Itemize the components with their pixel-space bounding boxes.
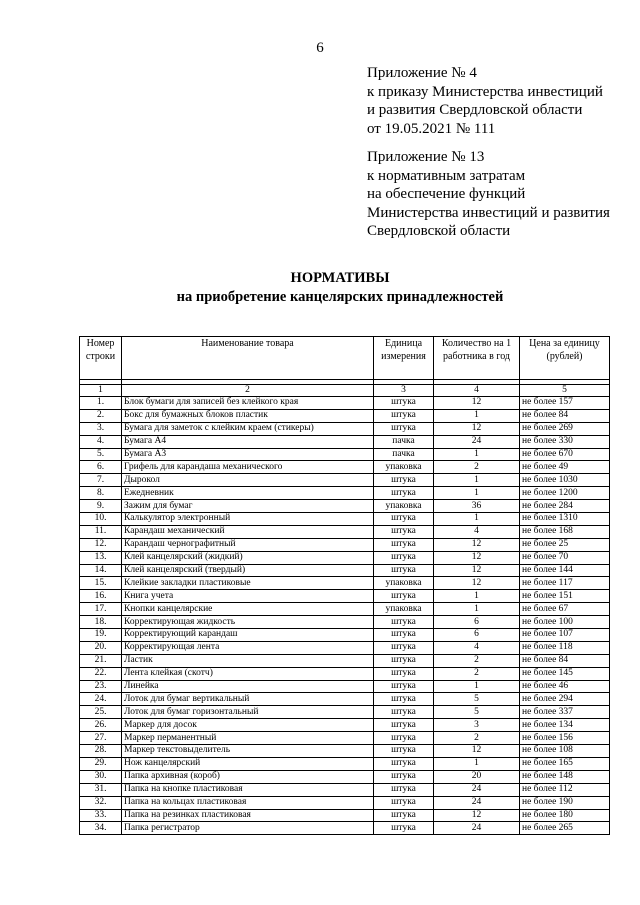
cell-item-name: Калькулятор электронный <box>122 513 374 526</box>
cell-quantity: 4 <box>434 641 520 654</box>
cell-row-number: 5. <box>80 448 122 461</box>
table-row <box>80 809 610 822</box>
cell-unit: штука <box>374 525 434 538</box>
cell-unit: штука <box>374 706 434 719</box>
cell-row-number: 31. <box>80 783 122 796</box>
cell-price: не более 118 <box>520 641 610 654</box>
table-row <box>80 551 610 564</box>
cell-unit: штука <box>374 422 434 435</box>
cell-unit: упаковка <box>374 500 434 513</box>
table-row <box>80 732 610 745</box>
cell-quantity: 6 <box>434 616 520 629</box>
cell-price: не более 145 <box>520 667 610 680</box>
cell-unit: упаковка <box>374 461 434 474</box>
appendix-13-line: к нормативным затратам <box>367 167 526 184</box>
cell-quantity: 5 <box>434 706 520 719</box>
column-number: 1 <box>80 385 122 397</box>
cell-price: не более 117 <box>520 577 610 590</box>
cell-quantity: 2 <box>434 667 520 680</box>
cell-unit: штука <box>374 590 434 603</box>
table-row <box>80 603 610 616</box>
appendix-4-line: Приложение № 4 <box>367 65 477 81</box>
cell-quantity: 1 <box>434 448 520 461</box>
cell-item-name: Ластик <box>122 654 374 667</box>
appendix-13-line: Приложение № 13 <box>367 149 485 165</box>
table-row <box>80 693 610 706</box>
header-quantity: Количество на 1 работника в год <box>434 337 520 380</box>
cell-unit: штука <box>374 719 434 732</box>
cell-unit: пачка <box>374 448 434 461</box>
cell-unit: штука <box>374 757 434 770</box>
cell-price: не более 84 <box>520 654 610 667</box>
cell-unit: штука <box>374 474 434 487</box>
cell-item-name: Папка регистратор <box>122 822 374 835</box>
cell-item-name: Бокс для бумажных блоков пластик <box>122 409 374 422</box>
cell-unit: упаковка <box>374 577 434 590</box>
cell-row-number: 13. <box>80 551 122 564</box>
table-row <box>80 590 610 603</box>
cell-quantity: 24 <box>434 822 520 835</box>
cell-quantity: 12 <box>434 397 520 410</box>
column-number: 3 <box>374 385 434 397</box>
cell-quantity: 36 <box>434 500 520 513</box>
cell-row-number: 17. <box>80 603 122 616</box>
cell-row-number: 26. <box>80 719 122 732</box>
table-row <box>80 577 610 590</box>
appendix-13-line: Свердловской области <box>367 223 511 239</box>
cell-item-name: Папка на резинках пластиковая <box>122 809 374 822</box>
cell-unit: штука <box>374 616 434 629</box>
cell-price: не более 144 <box>520 564 610 577</box>
cell-item-name: Клей канцелярский (жидкий) <box>122 551 374 564</box>
appendix-4-line: и развития Свердловской области <box>367 102 583 118</box>
cell-unit: штука <box>374 809 434 822</box>
column-number: 2 <box>122 385 374 397</box>
cell-item-name: Лоток для бумаг вертикальный <box>122 693 374 706</box>
cell-quantity: 4 <box>434 525 520 538</box>
cell-quantity: 1 <box>434 680 520 693</box>
table-row <box>80 745 610 758</box>
cell-row-number: 34. <box>80 822 122 835</box>
cell-price: не более 134 <box>520 719 610 732</box>
cell-row-number: 2. <box>80 409 122 422</box>
cell-row-number: 6. <box>80 461 122 474</box>
cell-row-number: 19. <box>80 629 122 642</box>
cell-quantity: 2 <box>434 461 520 474</box>
cell-item-name: Папка на кнопке пластиковая <box>122 783 374 796</box>
cell-price: не более 107 <box>520 629 610 642</box>
document-title <box>0 269 640 307</box>
cell-price: не более 49 <box>520 461 610 474</box>
cell-row-number: 29. <box>80 757 122 770</box>
cell-quantity: 2 <box>434 732 520 745</box>
table-row <box>80 629 610 642</box>
table-row <box>80 719 610 732</box>
table-row <box>80 641 610 654</box>
cell-price: не более 1030 <box>520 474 610 487</box>
cell-price: не более 46 <box>520 680 610 693</box>
table-row <box>80 667 610 680</box>
cell-quantity: 12 <box>434 564 520 577</box>
cell-row-number: 23. <box>80 680 122 693</box>
cell-row-number: 33. <box>80 809 122 822</box>
cell-quantity: 12 <box>434 809 520 822</box>
table-row <box>80 770 610 783</box>
cell-item-name: Грифель для карандаша механического <box>122 461 374 474</box>
table-row <box>80 796 610 809</box>
cell-unit: штука <box>374 732 434 745</box>
table-row <box>80 435 610 448</box>
cell-row-number: 30. <box>80 770 122 783</box>
cell-unit: штука <box>374 680 434 693</box>
cell-item-name: Клейкие закладки пластиковые <box>122 577 374 590</box>
cell-price: не более 151 <box>520 590 610 603</box>
cell-item-name: Корректирующая лента <box>122 641 374 654</box>
cell-row-number: 11. <box>80 525 122 538</box>
cell-quantity: 3 <box>434 719 520 732</box>
table-row <box>80 474 610 487</box>
cell-unit: штука <box>374 783 434 796</box>
cell-quantity: 1 <box>434 590 520 603</box>
cell-quantity: 12 <box>434 538 520 551</box>
appendix-13-line: Министерства инвестиций и развития <box>367 204 610 221</box>
appendix-4-line: к приказу Министерства инвестиций <box>367 83 603 100</box>
cell-unit: штука <box>374 654 434 667</box>
cell-unit: упаковка <box>374 603 434 616</box>
cell-row-number: 32. <box>80 796 122 809</box>
cell-row-number: 18. <box>80 616 122 629</box>
cell-row-number: 28. <box>80 745 122 758</box>
cell-item-name: Линейка <box>122 680 374 693</box>
table-row <box>80 616 610 629</box>
table-row <box>80 822 610 835</box>
cell-item-name: Ежедневник <box>122 487 374 500</box>
cell-unit: штука <box>374 667 434 680</box>
cell-quantity: 12 <box>434 745 520 758</box>
cell-item-name: Корректирующий карандаш <box>122 629 374 642</box>
table-row <box>80 654 610 667</box>
cell-item-name: Бумага для заметок с клейким краем (стикеры) <box>122 422 374 435</box>
cell-row-number: 10. <box>80 513 122 526</box>
table-row <box>80 422 610 435</box>
cell-quantity: 1 <box>434 513 520 526</box>
cell-item-name: Маркер перманентный <box>122 732 374 745</box>
table-row <box>80 409 610 422</box>
cell-quantity: 1 <box>434 603 520 616</box>
cell-price: не более 294 <box>520 693 610 706</box>
cell-item-name: Зажим для бумаг <box>122 500 374 513</box>
cell-unit: штука <box>374 538 434 551</box>
cell-item-name: Клей канцелярский (твердый) <box>122 564 374 577</box>
cell-price: не более 1200 <box>520 487 610 500</box>
norms-table <box>79 336 610 835</box>
appendix-13-block <box>367 148 610 241</box>
cell-unit: штука <box>374 770 434 783</box>
cell-price: не более 269 <box>520 422 610 435</box>
table-row <box>80 757 610 770</box>
cell-unit: штука <box>374 693 434 706</box>
cell-price: не более 1310 <box>520 513 610 526</box>
cell-price: не более 100 <box>520 616 610 629</box>
cell-row-number: 8. <box>80 487 122 500</box>
cell-quantity: 1 <box>434 487 520 500</box>
cell-price: не более 670 <box>520 448 610 461</box>
cell-price: не более 148 <box>520 770 610 783</box>
cell-quantity: 1 <box>434 474 520 487</box>
cell-price: не более 108 <box>520 745 610 758</box>
table-row <box>80 461 610 474</box>
cell-item-name: Бумага А3 <box>122 448 374 461</box>
table-row <box>80 680 610 693</box>
column-number-row <box>80 385 610 397</box>
table-row <box>80 564 610 577</box>
cell-unit: штука <box>374 745 434 758</box>
cell-item-name: Кнопки канцелярские <box>122 603 374 616</box>
cell-item-name: Книга учета <box>122 590 374 603</box>
page-number: 6 <box>316 40 324 56</box>
table-row <box>80 538 610 551</box>
cell-item-name: Карандаш чернографитный <box>122 538 374 551</box>
cell-quantity: 24 <box>434 796 520 809</box>
column-number: 4 <box>434 385 520 397</box>
cell-unit: штука <box>374 822 434 835</box>
appendix-13-line: на обеспечение функций <box>367 186 526 202</box>
cell-row-number: 14. <box>80 564 122 577</box>
table-row <box>80 525 610 538</box>
cell-row-number: 12. <box>80 538 122 551</box>
cell-price: не более 165 <box>520 757 610 770</box>
table-row <box>80 487 610 500</box>
cell-unit: штука <box>374 641 434 654</box>
cell-unit: пачка <box>374 435 434 448</box>
cell-unit: штука <box>374 513 434 526</box>
cell-quantity: 12 <box>434 577 520 590</box>
table-row <box>80 500 610 513</box>
cell-item-name: Маркер для досок <box>122 719 374 732</box>
cell-price: не более 284 <box>520 500 610 513</box>
cell-unit: штука <box>374 409 434 422</box>
cell-price: не более 112 <box>520 783 610 796</box>
cell-quantity: 1 <box>434 757 520 770</box>
cell-quantity: 5 <box>434 693 520 706</box>
title-line-2: на приобретение канцелярских принадлежностей <box>176 289 504 305</box>
cell-price: не более 67 <box>520 603 610 616</box>
cell-quantity: 1 <box>434 409 520 422</box>
cell-row-number: 1. <box>80 397 122 410</box>
cell-price: не более 70 <box>520 551 610 564</box>
cell-unit: штука <box>374 487 434 500</box>
cell-quantity: 12 <box>434 422 520 435</box>
table-header-row <box>80 337 610 380</box>
cell-price: не более 84 <box>520 409 610 422</box>
cell-quantity: 6 <box>434 629 520 642</box>
cell-row-number: 4. <box>80 435 122 448</box>
cell-item-name: Блок бумаги для записей без клейкого края <box>122 397 374 410</box>
cell-quantity: 12 <box>434 551 520 564</box>
table-row <box>80 783 610 796</box>
cell-unit: штука <box>374 397 434 410</box>
cell-row-number: 3. <box>80 422 122 435</box>
table-body <box>80 397 610 835</box>
cell-unit: штука <box>374 551 434 564</box>
cell-price: не более 330 <box>520 435 610 448</box>
cell-row-number: 22. <box>80 667 122 680</box>
cell-item-name: Корректирующая жидкость <box>122 616 374 629</box>
cell-item-name: Маркер текстовыделитель <box>122 745 374 758</box>
cell-unit: штука <box>374 629 434 642</box>
cell-quantity: 24 <box>434 783 520 796</box>
table-row <box>80 397 610 410</box>
cell-item-name: Дырокол <box>122 474 374 487</box>
header-row-number: Номер строки <box>80 337 122 380</box>
cell-price: не более 180 <box>520 809 610 822</box>
cell-price: не более 190 <box>520 796 610 809</box>
cell-quantity: 2 <box>434 654 520 667</box>
header-item-name: Наименование товара <box>122 337 374 380</box>
cell-row-number: 15. <box>80 577 122 590</box>
cell-unit: штука <box>374 796 434 809</box>
cell-item-name: Нож канцелярский <box>122 757 374 770</box>
table-row <box>80 706 610 719</box>
cell-item-name: Папка на кольцах пластиковая <box>122 796 374 809</box>
cell-quantity: 24 <box>434 435 520 448</box>
cell-item-name: Бумага А4 <box>122 435 374 448</box>
header-unit: Единица измерения <box>374 337 434 380</box>
cell-quantity: 20 <box>434 770 520 783</box>
cell-row-number: 27. <box>80 732 122 745</box>
table-row <box>80 448 610 461</box>
cell-price: не более 265 <box>520 822 610 835</box>
cell-price: не более 337 <box>520 706 610 719</box>
cell-row-number: 21. <box>80 654 122 667</box>
cell-price: не более 156 <box>520 732 610 745</box>
cell-row-number: 25. <box>80 706 122 719</box>
cell-item-name: Карандаш механический <box>122 525 374 538</box>
cell-item-name: Папка архивная (короб) <box>122 770 374 783</box>
cell-price: не более 157 <box>520 397 610 410</box>
cell-row-number: 24. <box>80 693 122 706</box>
cell-row-number: 20. <box>80 641 122 654</box>
appendix-4-line: от 19.05.2021 № 111 <box>367 120 496 137</box>
cell-price: не более 25 <box>520 538 610 551</box>
cell-item-name: Лента клейкая (скотч) <box>122 667 374 680</box>
cell-item-name: Лоток для бумаг горизонтальный <box>122 706 374 719</box>
cell-row-number: 7. <box>80 474 122 487</box>
title-line-1: НОРМАТИВЫ <box>290 270 390 286</box>
column-number: 5 <box>520 385 610 397</box>
header-price: Цена за единицу (рублей) <box>520 337 610 380</box>
appendix-4-block <box>367 64 603 138</box>
cell-row-number: 16. <box>80 590 122 603</box>
cell-price: не более 168 <box>520 525 610 538</box>
cell-row-number: 9. <box>80 500 122 513</box>
table-row <box>80 513 610 526</box>
cell-unit: штука <box>374 564 434 577</box>
